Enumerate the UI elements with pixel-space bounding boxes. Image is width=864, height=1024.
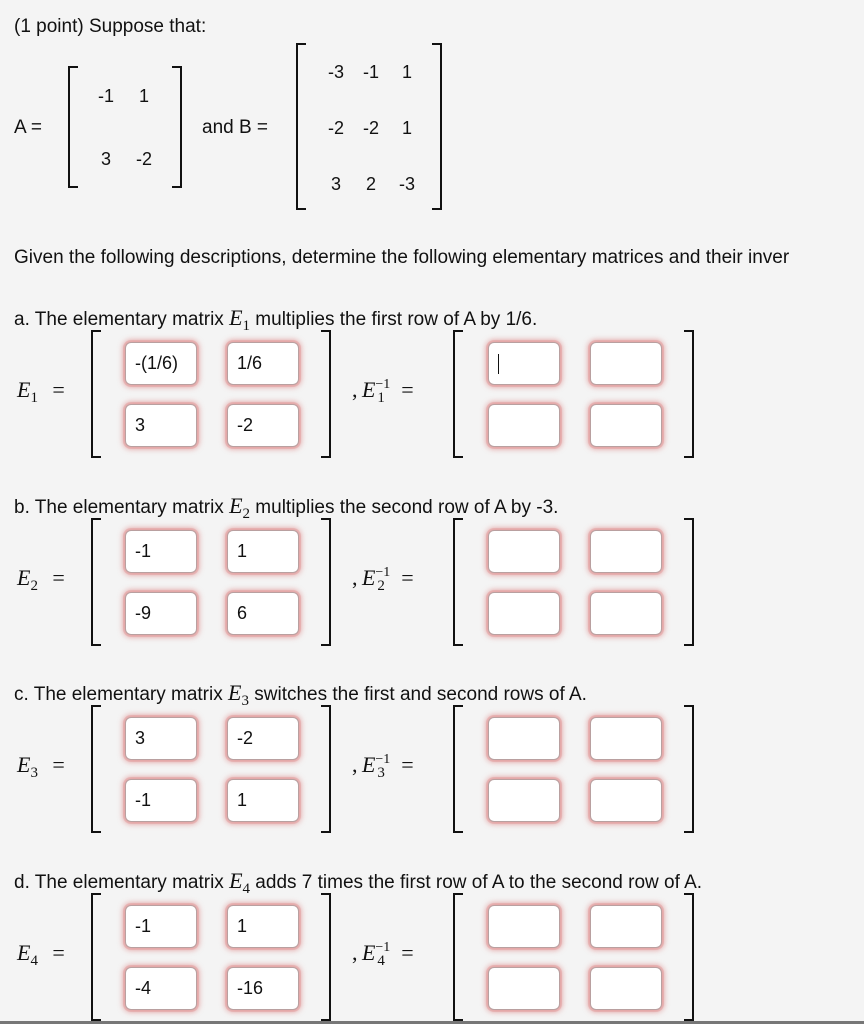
inverse-right-bracket (684, 330, 694, 458)
and-b-label: and B = (202, 117, 269, 138)
elementary-matrix-label: $E_4$ = (17, 940, 65, 969)
matrix-a-right-bracket (172, 66, 182, 188)
matrix-a-label: A = (14, 117, 42, 138)
part-heading-prefix: d. The elementary matrix (14, 872, 230, 893)
matrix-index: 2 (242, 506, 251, 522)
matrix-symbol: $E_4$ (229, 868, 251, 897)
inverse-entry-input[interactable] (590, 717, 662, 760)
matrix-entry-input[interactable] (125, 592, 197, 635)
matrix-entry-input[interactable] (125, 530, 197, 573)
inverse-entry-input[interactable] (590, 404, 662, 447)
inverse-left-bracket (453, 705, 463, 833)
matrix-b-cell: 2 (365, 174, 376, 194)
part-heading-suffix: switches the first and second rows of A. (248, 684, 587, 705)
matrix-b-cell: -1 (362, 62, 379, 82)
inverse-left-bracket (453, 330, 463, 458)
part-heading-suffix: multiplies the second row of A by -3. (250, 497, 559, 518)
part-heading (14, 305, 538, 334)
matrix-left-bracket (91, 705, 101, 833)
matrix-entry-input[interactable] (227, 967, 299, 1010)
matrix-a-cell: -2 (135, 149, 152, 169)
inverse-entry-input[interactable] (488, 530, 560, 573)
instructions-text: Given the following descriptions, determine the following elementary matrices and their inver (14, 247, 790, 268)
part-heading-suffix: adds 7 times the first row of A to the second row of A. (250, 872, 703, 893)
inverse-entry-input[interactable] (488, 905, 560, 948)
part-heading-prefix: b. The elementary matrix (14, 497, 230, 518)
matrix-left-bracket (91, 330, 101, 458)
matrix-b-cell: -3 (327, 62, 344, 82)
inverse-matrix-label: , $E^{-1}_3$ = (352, 752, 414, 781)
inverse-entry-input[interactable] (488, 967, 560, 1010)
text-cursor (498, 354, 499, 374)
inverse-entry-input[interactable] (488, 592, 560, 635)
matrix-entry-input[interactable] (125, 717, 197, 760)
part-heading (14, 493, 559, 522)
matrix-b-right-bracket (432, 43, 442, 210)
matrix-entry-input[interactable] (125, 905, 197, 948)
matrix-entry-input[interactable] (227, 530, 299, 573)
part-heading (14, 680, 587, 709)
matrix-a-cell: -1 (97, 86, 114, 106)
matrix-a-left-bracket (68, 66, 78, 188)
inverse-left-bracket (453, 518, 463, 646)
part-heading-prefix: a. The elementary matrix (14, 309, 230, 330)
matrix-entry-input[interactable] (227, 404, 299, 447)
elementary-matrix-label: $E_1$ = (17, 377, 65, 406)
matrix-entry-input[interactable] (227, 342, 299, 385)
inverse-matrix-label: , $E^{-1}_2$ = (352, 565, 414, 594)
inverse-entry-input[interactable] (590, 530, 662, 573)
inverse-entry-input[interactable] (590, 779, 662, 822)
matrix-b-cell: 3 (330, 174, 341, 194)
matrix-left-bracket (91, 893, 101, 1021)
matrix-b-cell: 1 (401, 118, 412, 138)
inverse-left-bracket (453, 893, 463, 1021)
inverse-right-bracket (684, 705, 694, 833)
matrix-a-cell: 3 (100, 149, 111, 169)
matrix-b-cell: -2 (327, 118, 344, 138)
matrix-b-cell: -3 (398, 174, 415, 194)
matrix-entry-input[interactable] (227, 592, 299, 635)
matrix-entry-input[interactable] (125, 404, 197, 447)
matrix-right-bracket (321, 705, 331, 833)
matrix-symbol: $E_3$ (228, 680, 249, 709)
matrix-index: 1 (242, 318, 251, 334)
inverse-entry-input[interactable] (590, 342, 662, 385)
inverse-entry-input[interactable] (488, 717, 560, 760)
matrix-index: 3 (241, 693, 249, 709)
part-heading-suffix: multiplies the first row of A by 1/6. (250, 309, 538, 330)
matrix-entry-input[interactable] (227, 905, 299, 948)
matrix-entry-input[interactable] (227, 779, 299, 822)
elementary-matrix-label: $E_2$ = (17, 565, 65, 594)
problem-header: (1 point) Suppose that: (14, 16, 207, 37)
matrix-right-bracket (321, 330, 331, 458)
inverse-matrix-label: , $E^{-1}_4$ = (352, 940, 414, 969)
matrix-right-bracket (321, 518, 331, 646)
matrix-b-cell: 1 (401, 62, 412, 82)
matrix-entry-input[interactable] (227, 717, 299, 760)
inverse-entry-input[interactable] (488, 779, 560, 822)
matrix-symbol: $E_2$ (229, 493, 251, 522)
matrix-a-cell: 1 (138, 86, 149, 106)
inverse-entry-input[interactable] (488, 404, 560, 447)
matrix-right-bracket (321, 893, 331, 1021)
matrix-left-bracket (91, 518, 101, 646)
part-heading (14, 868, 703, 897)
matrix-b-left-bracket (296, 43, 306, 210)
elementary-matrix-label: $E_3$ = (17, 752, 65, 781)
matrix-entry-input[interactable] (125, 967, 197, 1010)
inverse-entry-input[interactable] (590, 967, 662, 1010)
matrix-b-cell: -2 (362, 118, 379, 138)
inverse-right-bracket (684, 518, 694, 646)
matrix-index: 4 (242, 881, 251, 897)
matrix-symbol: $E_1$ (229, 305, 251, 334)
matrix-entry-input[interactable] (125, 779, 197, 822)
inverse-right-bracket (684, 893, 694, 1021)
inverse-entry-input[interactable] (590, 905, 662, 948)
inverse-matrix-label: , $E^{-1}_1$ = (352, 377, 414, 406)
matrix-entry-input[interactable] (125, 342, 197, 385)
inverse-entry-input[interactable] (590, 592, 662, 635)
part-heading-prefix: c. The elementary matrix (14, 684, 229, 705)
